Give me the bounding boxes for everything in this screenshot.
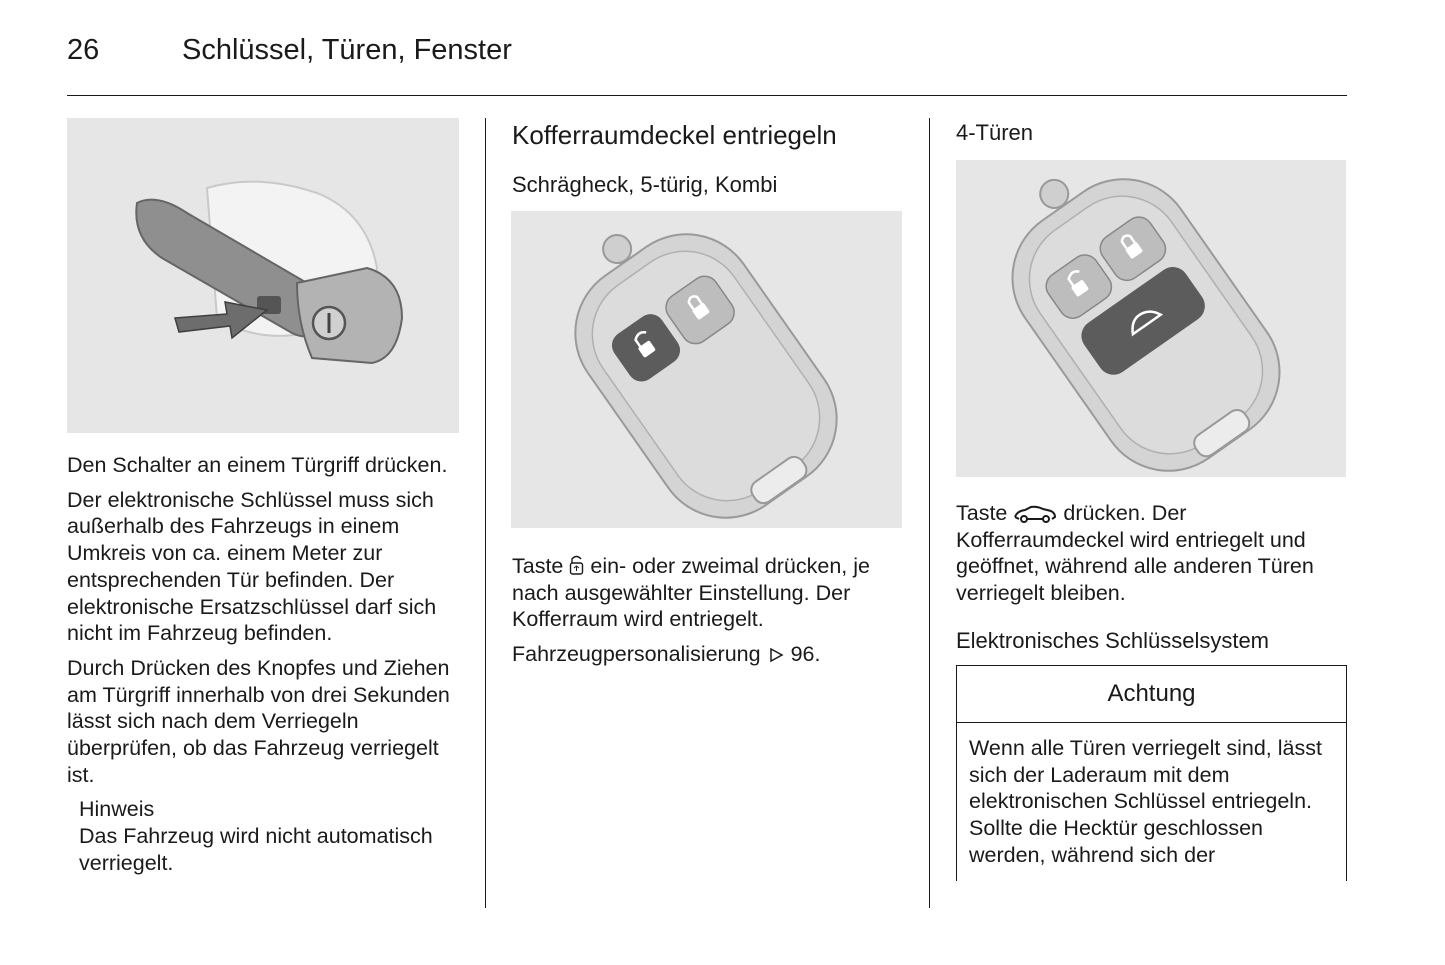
warning-box: [956, 665, 1347, 881]
subheading-4-doors: 4-Türen: [956, 120, 1034, 145]
warning-title: Achtung: [957, 666, 1346, 723]
reference-paragraph: [512, 641, 912, 668]
page-title: Schlüssel, Türen, Fenster: [182, 34, 512, 66]
note-title: Hinweis: [79, 797, 155, 822]
warning-body: [957, 723, 1346, 869]
note-block: [67, 796, 467, 876]
taste-prefix: Taste: [512, 554, 564, 578]
section-heading: Kofferraumdeckel entriegeln: [512, 120, 837, 150]
paragraph: Den Schalter an einem Türgriff drücken.: [67, 453, 448, 477]
warning-text: Wenn alle Türen verriegelt sind, lässt sich der Laderaum mit dem elektronischen Schlüssel entriegeln. Sollte die Hecktür geschlossen werden, während sich der: [969, 736, 1322, 867]
trunk-unlock-icon: [569, 554, 584, 576]
page-number: 26: [67, 34, 100, 66]
subheading: Schrägheck, 5-türig, Kombi: [512, 172, 778, 197]
column-divider-1: [485, 118, 486, 908]
taste-paragraph: [512, 553, 912, 633]
door-handle-figure: [67, 118, 459, 433]
header-rule: [67, 95, 1347, 96]
column-2-text: [512, 553, 912, 668]
paragraph: Der elektronische Schlüssel muss sich außerhalb des Fahrzeugs in einem Umkreis von ca. einem Meter zur entsprechenden Tür befinden. Der elektronische Ersatzschlüssel darf sich nicht im Fahrzeug befinden.: [67, 487, 437, 646]
paragraph: Durch Drücken des Knopfes und Ziehen am Türgriff innerhalb von drei Sekunden lässt sich nach dem Verriegeln überprüfen, ob das Fahrzeug verriegelt ist.: [67, 655, 450, 787]
column-3-text: [956, 500, 1348, 615]
taste-prefix: Taste: [956, 501, 1008, 525]
key-two-buttons-illustration: [511, 211, 902, 528]
column-1-text: [67, 452, 467, 877]
column-divider-2: [929, 118, 930, 908]
note-text: Das Fahrzeug wird nicht automatisch verriegelt.: [79, 824, 433, 875]
key-two-buttons-figure: [511, 211, 902, 528]
trunk-open-car-icon: [1013, 505, 1057, 523]
key-three-buttons-figure: [956, 160, 1346, 477]
reference-text[interactable]: Fahrzeugpersonalisierung: [512, 642, 761, 667]
section-heading-keyless: Elektronisches Schlüsselsystem: [956, 628, 1270, 653]
taste-paragraph: [956, 500, 1348, 607]
key-three-buttons-illustration: [956, 160, 1346, 477]
page-reference-arrow-icon: [767, 646, 785, 664]
door-handle-illustration: [67, 118, 459, 433]
reference-page[interactable]: 96.: [790, 642, 821, 667]
taste-suffix: ein- oder zweimal drücken, je nach ausgewählter Einstellung. Der Kofferraum wird entriegelt.: [512, 554, 870, 632]
taste-suffix: drücken. Der Kofferraumdeckel wird entriegelt und geöffnet, während alle anderen Türen verriegelt bleiben.: [956, 501, 1314, 606]
